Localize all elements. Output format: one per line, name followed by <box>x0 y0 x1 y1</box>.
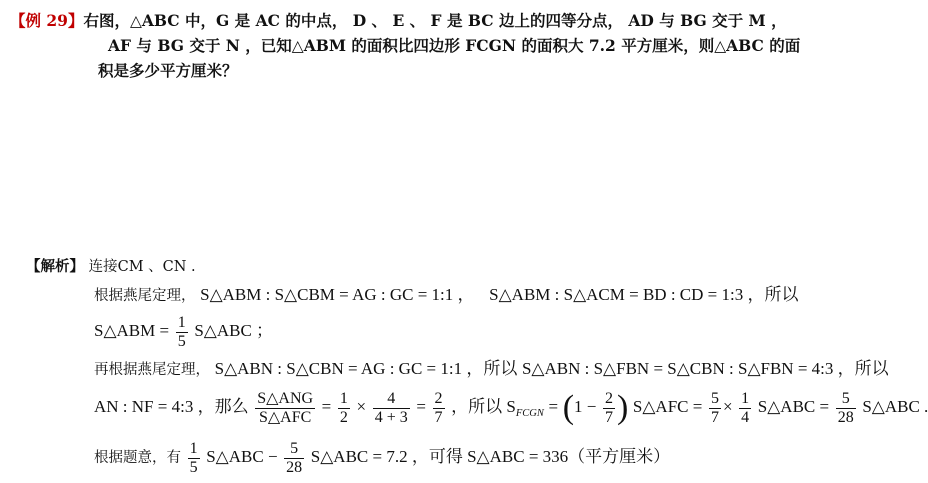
l5-f4-num: 2 <box>434 389 443 407</box>
l6-f1-num: 1 <box>189 439 198 457</box>
solution-intro: 连接CM 、CN . <box>88 259 196 275</box>
l5-frac-6 <box>709 390 721 427</box>
l5-f3-num: 4 <box>373 390 410 409</box>
l5-d: S△AFC = <box>632 397 703 416</box>
l6-f2-num: 5 <box>284 440 304 459</box>
solution-line-4 <box>94 357 889 382</box>
problem-line-2: AF 与 BG 交于 N ，已知△ABM 的面积比四边形 FCGN 的面积大 7.2 平方厘米，则△ABC 的面 <box>108 36 801 55</box>
l5-frac-4 <box>433 390 445 427</box>
example-tag: 【例 29】 <box>10 11 84 30</box>
l3-den: 5 <box>177 332 186 350</box>
l5-f4-den: 7 <box>434 408 443 426</box>
solution-line-5: AN : NF = 4:3 ，那么 $\frac{\text{S△ANG}}{\text{S△AFC}}$ = $\frac{1}{2}$ × $\frac{4}{4 + 3}$ = $\frac{2}{7}$ ，所以 $S_{FCGN} = (1$ − $\frac{2}{7}$ ) S△AFC = $\frac{5}{7}$ × $\frac{1}{4}$ S△ABC = $\frac{5}{28}$ S△ABC . <box>94 389 928 426</box>
l5-a: AN : NF = 4:3 ，那么 <box>94 397 249 416</box>
l5-f2-num: 1 <box>339 389 348 407</box>
l5-f1-den: S△AFC <box>258 408 312 426</box>
solution-tag: 【解析】 <box>26 258 84 275</box>
l5-b: ，所以 S <box>451 397 516 416</box>
l5-frac-3 <box>373 390 410 427</box>
l3-rhs: S△ABC ； <box>194 321 274 340</box>
l6-c: S△ABC = 7.2 ，可得 S△ABC = 336（平方厘米） <box>310 447 671 466</box>
l5-frac-5 <box>603 390 615 427</box>
l6-a: 根据题意，有 <box>94 450 181 466</box>
l5-times: × <box>356 397 367 416</box>
l5-f3-den: 4 + 3 <box>374 408 408 426</box>
l5-f6-num: 5 <box>710 389 719 407</box>
l5-f1-num: S△ANG <box>257 389 314 407</box>
l3-num: 1 <box>177 313 186 331</box>
l5-eq: = <box>321 397 332 416</box>
l2-text: 根据燕尾定理， <box>94 288 196 304</box>
l4-text: 再根据燕尾定理， <box>94 362 210 378</box>
l5-f8-num: 5 <box>836 390 856 409</box>
l5-f7-num: 1 <box>741 389 750 407</box>
l5-f: S△ABC . <box>862 397 928 416</box>
problem-line-3: 积是多少平方厘米？ <box>98 61 238 80</box>
l6-f2-den: 28 <box>286 458 303 476</box>
l2-eq2: S△ABM : S△ACM = BD : CD = 1:3 ，所以 <box>489 285 799 304</box>
l6-frac-2 <box>284 440 304 477</box>
l6-frac-1 <box>188 440 200 477</box>
l5-sub: FCGN <box>515 408 544 419</box>
solution-line-3 <box>94 311 273 352</box>
l2-eq1: S△ABM : S△CBM = AG : GC = 1:1 ， <box>200 285 475 304</box>
l4-eq2: S△ABN : S△FBN = S△CBN : S△FBN = 4:3 ，所以 <box>521 359 889 378</box>
solution-line-2 <box>94 283 799 308</box>
l5-frac-7 <box>739 390 751 427</box>
problem-line-1 <box>10 8 830 33</box>
l5-f5-den: 7 <box>604 408 613 426</box>
l6-f1-den: 5 <box>189 458 198 476</box>
l3-lhs: S△ABM = <box>94 321 170 340</box>
solution-line-6 <box>94 437 670 478</box>
solution-line-1 <box>26 255 196 279</box>
l5-f8-den: 28 <box>837 408 854 426</box>
l5-f2-den: 2 <box>339 408 348 426</box>
l5-frac-2 <box>338 390 350 427</box>
l3-fraction <box>176 314 188 351</box>
l5-c: = <box>548 397 559 416</box>
l5-frac-1 <box>255 390 315 427</box>
l5-f5-num: 2 <box>604 389 613 407</box>
problem-statement <box>10 8 830 83</box>
left-paren: ( <box>562 389 575 426</box>
l5-f7-den: 4 <box>741 408 750 426</box>
l6-b: S△ABC − <box>206 447 278 466</box>
right-paren: ) <box>616 389 629 426</box>
problem-text-1: 右图，△ABC 中，G 是 AC 的中点， D 、 E 、 F 是 BC 边上的四等分点， AD 与 BG 交于 M ， <box>83 11 787 30</box>
l5-f6-den: 7 <box>710 408 719 426</box>
l5-frac-8 <box>836 390 856 427</box>
l5-e: S△ABC = <box>757 397 830 416</box>
l4-eq1: S△ABN : S△CBN = AG : GC = 1:1 ，所以 <box>214 359 518 378</box>
